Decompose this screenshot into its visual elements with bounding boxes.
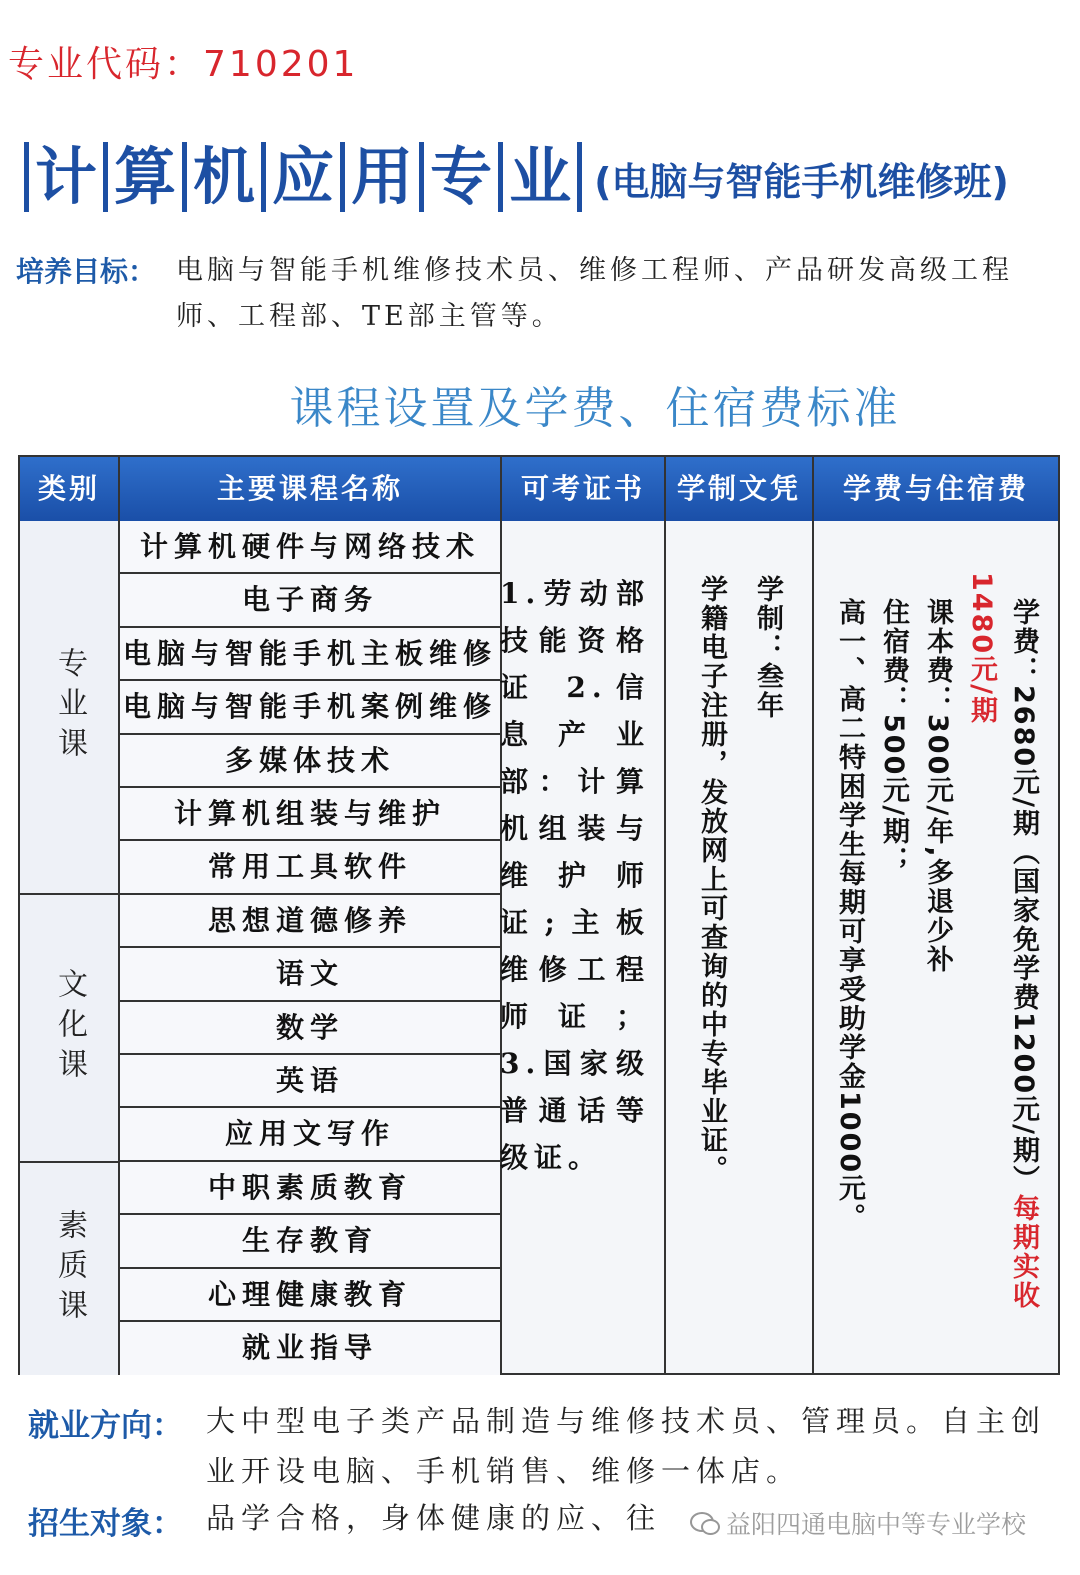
table-row: 语文 [120,948,500,1001]
major-code-label: 专业代码： [8,44,204,85]
table-row: 英语 [120,1055,500,1108]
title-divider [24,142,29,212]
title-char: 计 [35,140,98,213]
fees-lodging [874,598,913,875]
goal-text: 电脑与智能手机维修技术员、维修工程师、产品研发高级工程师、工程部、TE部主管等。 [176,255,1013,332]
title-divider [419,142,424,212]
table-row: 电脑与智能手机案例维修 [120,681,500,734]
fees-lodging-label: 住宿费 [878,598,909,685]
major-code [8,36,358,87]
table-row: 常用工具软件 [120,841,500,894]
table-row: 计算机组装与维护 [120,788,500,841]
title-divider [261,142,266,212]
title-char: 算 [114,140,177,213]
fees-tuition-main: 学费：2680元/期（国家免学费1200元/期） [1008,598,1039,1195]
column-divider [118,457,120,1375]
diploma-text: 学籍电子注册，发放网上可查询的中专毕业证。 [696,575,727,1184]
title-char: 应 [272,140,335,213]
column-divider [812,457,814,1375]
table-row: 电脑与智能手机主板维修 [120,628,500,681]
table-row: 心理健康教育 [120,1269,500,1322]
category-professional-label: 专业课 [52,647,87,767]
column-divider [664,457,666,1375]
fees-books-value: ：300元/年,多退少补 [922,685,953,975]
table-header [20,457,1058,521]
enrollment-label: 招生对象： [28,1506,183,1542]
table-row: 计算机硬件与网络技术 [120,521,500,574]
major-code-value: 710201 [203,44,359,85]
fees-lodging-value: ：500元/期； [878,685,909,876]
employment-label: 就业方向： [28,1408,183,1444]
section-title-text: 课程设置及学费、住宿费标准 [289,383,901,434]
title-divider [182,142,187,212]
table-row: 应用文写作 [120,1108,500,1161]
certificates-text: 1.劳动部技能资格证 2.信息产业部：计算机组装与维护师证;主板维修工程师证； 3.国家级普通话等级证。 [500,577,650,1174]
header-fees: 学费与住宿费 [842,472,1029,505]
category-professional [20,521,118,895]
watermark [690,1505,1026,1541]
title-divider [498,142,503,212]
title-char: 专 [430,140,493,213]
category-quality-label: 素质课 [52,1209,87,1329]
fees-tuition-actual: 每期实收 [1008,1194,1039,1311]
title-char: 用 [351,140,414,213]
fees-aid: 高一、高二特困学生每期可享受助学金1000元。 [834,598,865,1233]
employment-text: 大中型电子类产品制造与维修技术员、管理员。自主创业开设电脑、手机销售、维修一体店。 [206,1404,1047,1488]
goal-label: 培养目标： [16,255,157,288]
enrollment-text: 品学合格，身体健康的应、往 [206,1501,662,1535]
title-char: 机 [193,140,256,213]
table-row: 中职素质教育 [120,1162,500,1215]
fees-tuition-actual-value: 1480元/期 [966,572,997,726]
category-culture [20,895,118,1163]
header-certificate: 可考证书 [520,472,645,505]
title-char: 业 [509,140,572,213]
title-divider [103,142,108,212]
table-row: 生存教育 [120,1215,500,1268]
table-row: 多媒体技术 [120,735,500,788]
title-subtitle: (电脑与智能手机维修班) [594,160,1009,204]
header-diploma: 学制文凭 [676,472,801,505]
wechat-icon [690,1510,720,1536]
title-divider [577,142,582,212]
table-row: 就业指导 [120,1322,500,1375]
table-row: 思想道德修养 [120,895,500,948]
category-culture-label: 文化课 [52,968,87,1088]
duration-text: 学制：叁年 [752,575,783,720]
table-row: 数学 [120,1002,500,1055]
category-quality [20,1163,118,1375]
fees-books-label: 课本费 [922,598,953,685]
header-category: 类别 [37,472,100,505]
table-row: 电子商务 [120,574,500,627]
title-divider [340,142,345,212]
fees-tuition [1004,598,1043,1310]
section-title [0,372,1080,436]
header-course: 主要课程名称 [216,472,403,505]
fees-books [918,598,957,974]
watermark-text: 益阳四通电脑中等专业学校 [726,1510,1027,1539]
major-title [18,122,1009,212]
